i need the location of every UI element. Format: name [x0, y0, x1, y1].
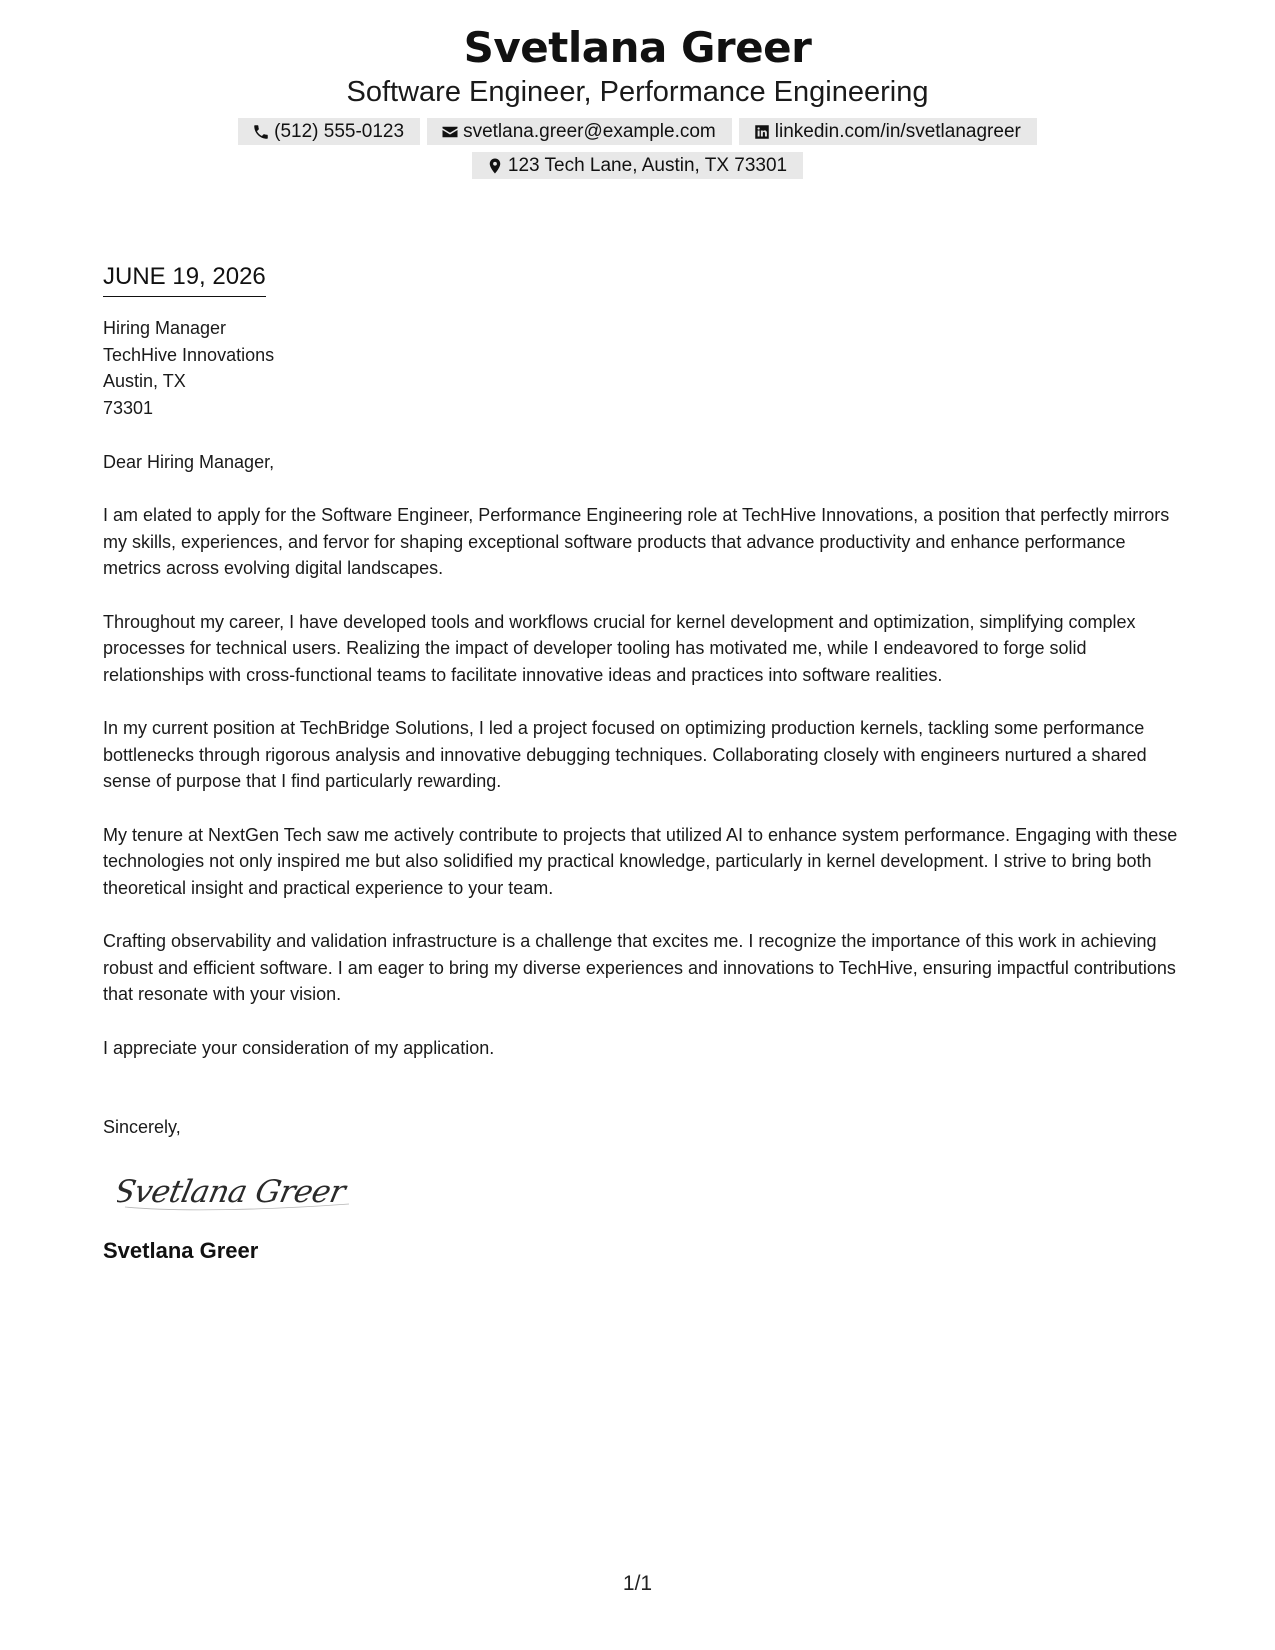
contact-row — [0, 118, 1275, 145]
body-paragraph: Throughout my career, I have developed tools and workflows crucial for kernel development and optimization, simplifying complex processes for technical users. Realizing the impact of developer tooling has motivated me, while I endeavored to forge solid relationships with cross-functional teams to facilitate innovative ideas and practices into software realities. — [103, 611, 1136, 685]
letter-header — [0, 22, 1275, 179]
recipient-line: Austin, TX — [103, 371, 186, 391]
signer-name: Svetlana Greer — [103, 1238, 259, 1263]
linkedin-icon — [753, 123, 771, 141]
contact-phone — [238, 118, 420, 145]
svg-text:Svetlana Greer: Svetlana Greer — [117, 1174, 349, 1210]
contact-email[interactable] — [427, 118, 732, 145]
body-paragraph: I appreciate your consideration of my application. — [103, 1037, 495, 1058]
body-paragraph: Crafting observability and validation infrastructure is a challenge that excites me. I recognize the importance of this work in achieving robust and efficient software. I am eager to bring my diverse experiences and innovations to TechHive, ensuring impactful contributions that resonate with your vision. — [103, 931, 1176, 1004]
map-pin-icon — [486, 157, 504, 175]
body-paragraph: In my current position at TechBridge Solutions, I led a project focused on optimizing production kernels, tackling some performance bottlenecks through rigorous analysis and innovative debugging techniques. Collaborating closely with engineers nurtured a shared sense of purpose that I find particularly rewarding. — [103, 718, 1147, 791]
email-text: svetlana.greer@example.com — [463, 120, 716, 142]
page-number: 1/1 — [622, 1572, 653, 1595]
contact-row-address — [0, 152, 1275, 179]
address-text: 123 Tech Lane, Austin, TX 73301 — [507, 154, 788, 176]
handwritten-signature — [117, 1160, 357, 1220]
body-paragraph: My tenure at NextGen Tech saw me actively contribute to projects that utilized AI to enhance system performance. Engaging with these technologies not only inspired me but also solidified my practical knowledge, particularly in kernel development. I strive to bring both theoretical insight and practical experience to your team. — [103, 824, 1178, 898]
linkedin-text: linkedin.com/in/svetlanagreer — [774, 120, 1021, 142]
recipient-address — [103, 315, 1178, 421]
body-paragraph: I am elated to apply for the Software Engineer, Performance Engineering role at TechHive Innovations, a position that perfectly mirrors my skills, experiences, and fervor for shaping exceptional software products that advance productivity and enhance performance metrics across evolving digital landscapes. — [103, 505, 1170, 578]
recipient-line: Hiring Manager — [103, 318, 227, 338]
envelope-icon — [441, 123, 459, 141]
applicant-name: Svetlana Greer — [463, 23, 812, 72]
recipient-line: TechHive Innovations — [103, 344, 275, 365]
applicant-title: Software Engineer, Performance Engineering — [346, 76, 929, 108]
letter-date: JUNE 19, 2026 — [103, 262, 266, 297]
contact-address — [472, 152, 803, 179]
recipient-line: 73301 — [103, 397, 154, 418]
phone-text: (512) 555-0123 — [274, 120, 405, 142]
salutation: Dear Hiring Manager, — [103, 452, 275, 472]
phone-icon — [252, 123, 270, 141]
contact-linkedin[interactable] — [739, 118, 1037, 145]
letter-body — [103, 262, 1178, 1265]
closing: Sincerely, — [103, 1117, 181, 1137]
